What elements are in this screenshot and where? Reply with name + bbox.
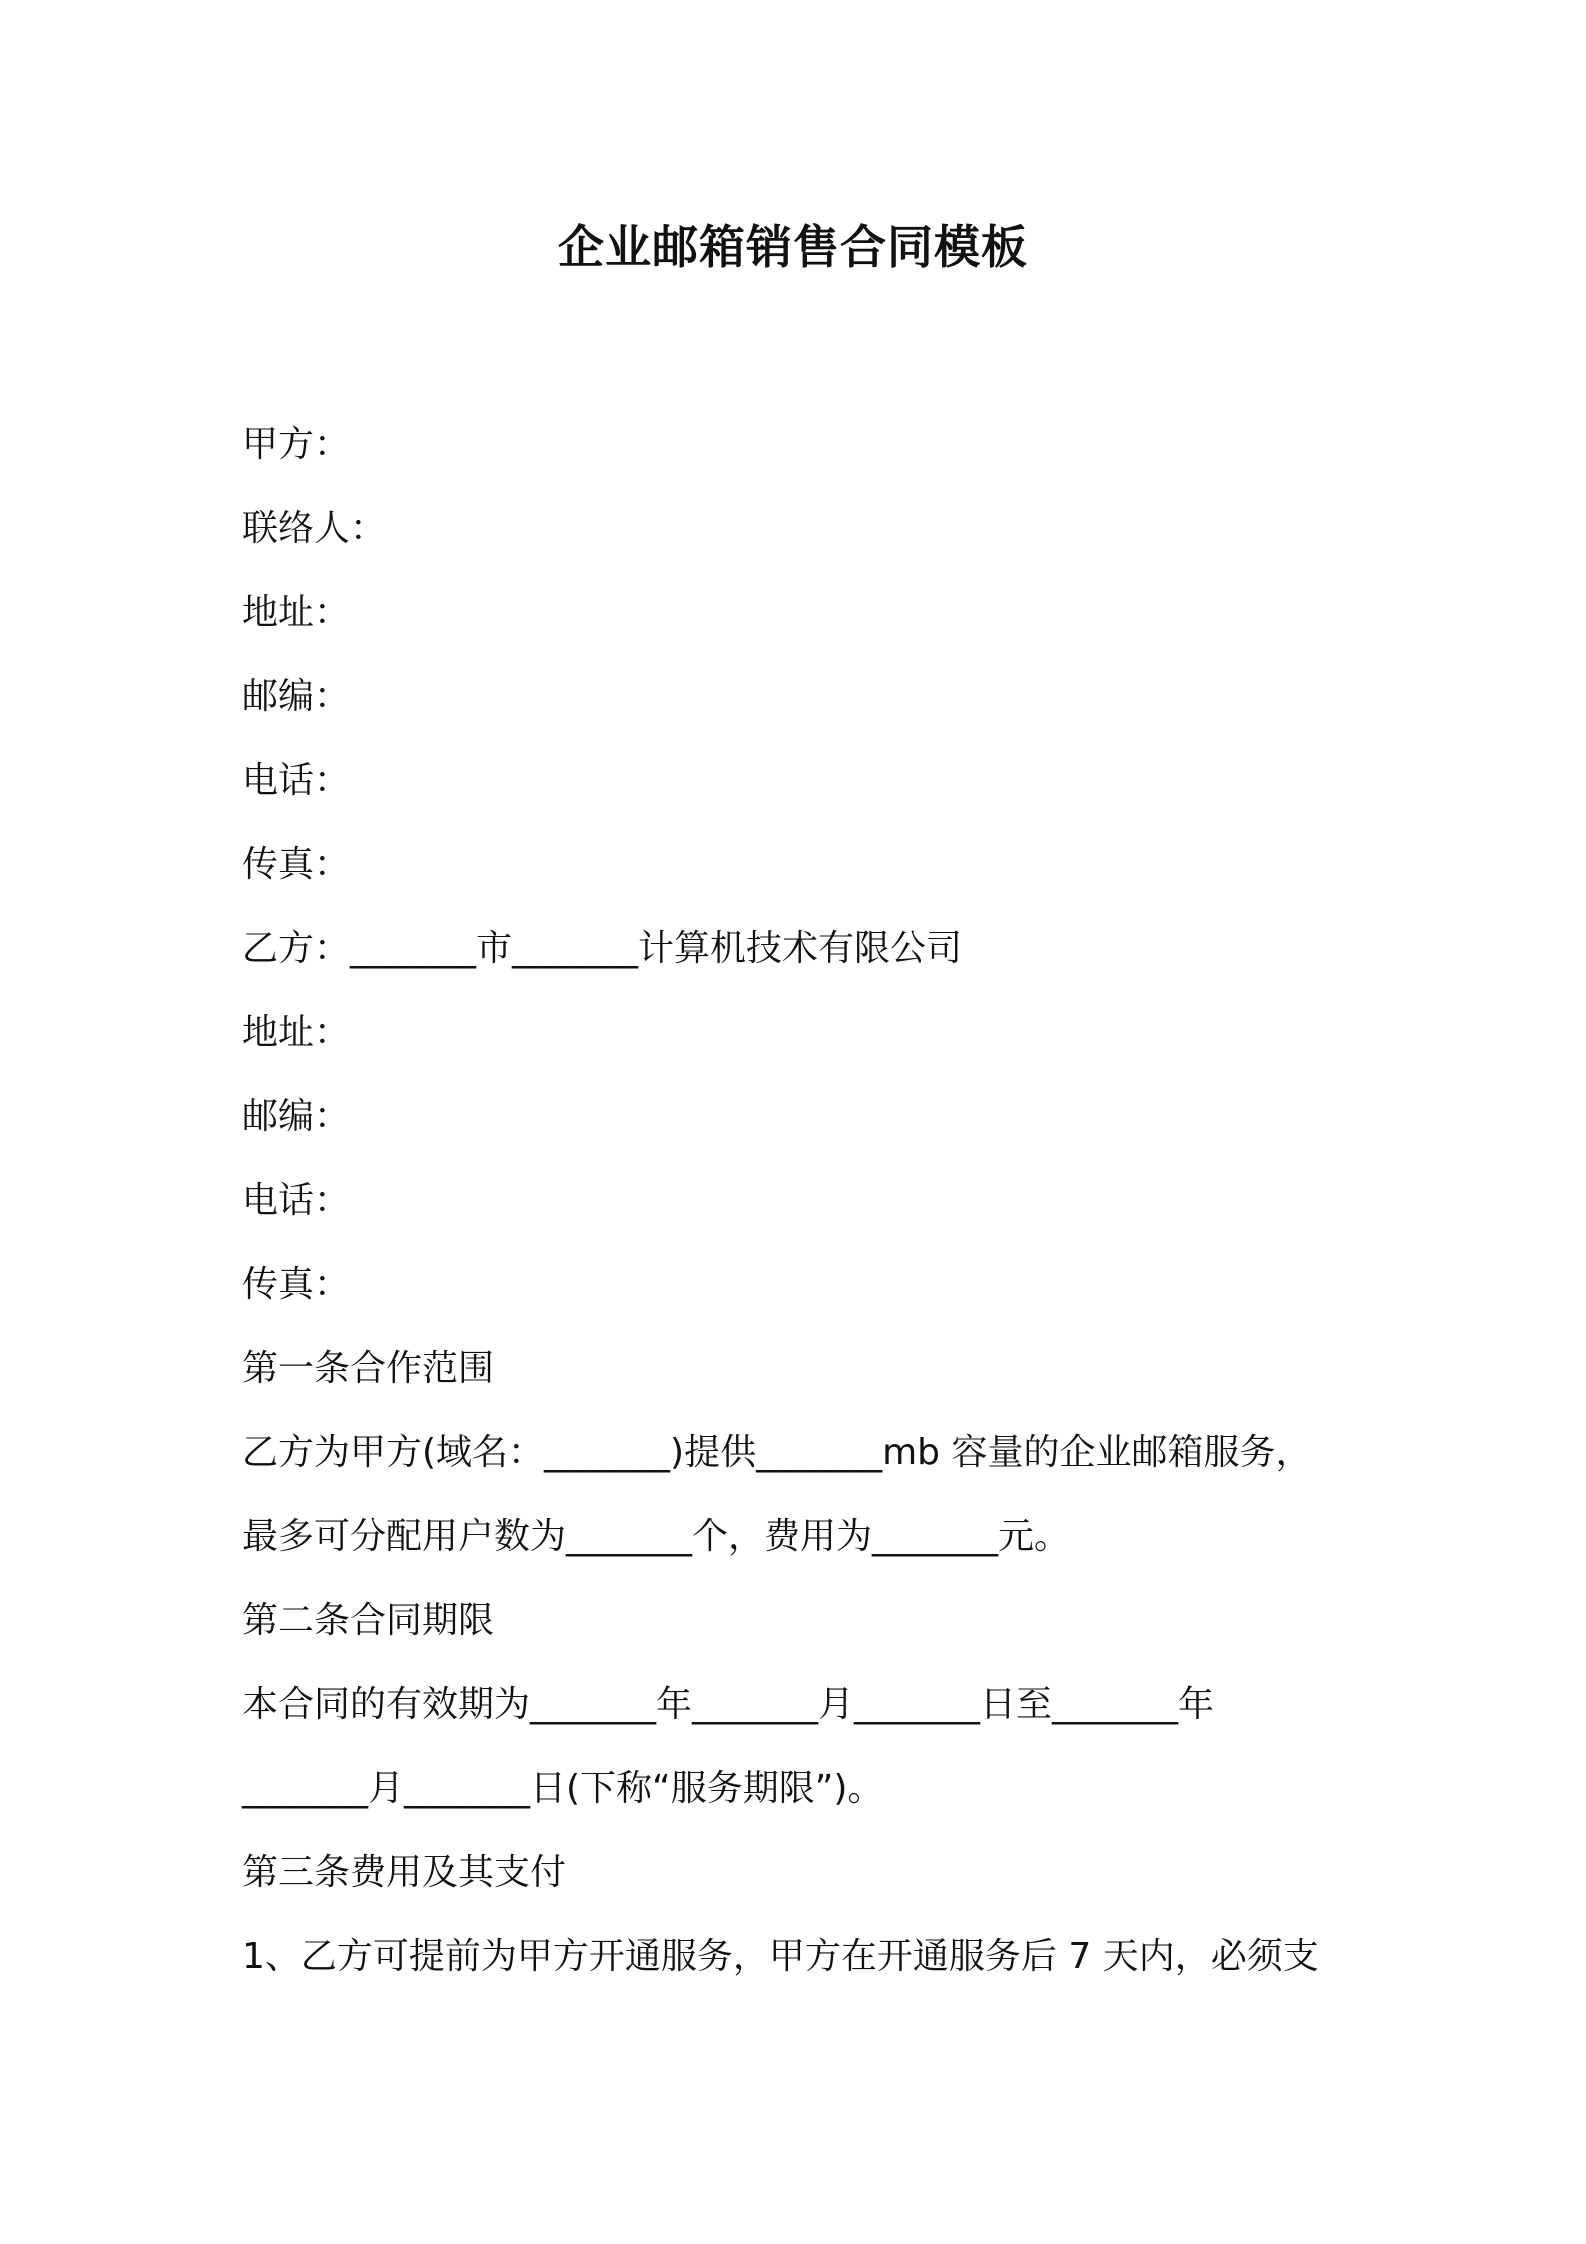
party-b-postcode-label: 邮编：: [242, 1096, 351, 1137]
party-a-phone-label: 电话：: [242, 760, 351, 801]
article-3-heading: 第三条费用及其支付: [242, 1852, 567, 1893]
party-b-fax-label: 传真：: [242, 1264, 351, 1305]
article-2-heading: 第二条合同期限: [242, 1600, 495, 1641]
article-1-heading: 第一条合作范围: [242, 1348, 495, 1389]
party-b-phone-label: 电话：: [242, 1180, 351, 1221]
party-a-label: 甲方：: [242, 424, 351, 465]
party-a-address-label: 地址：: [242, 592, 351, 633]
article-1-text-line-1: 乙方为甲方(域名：_______)提供_______mb 容量的企业邮箱服务，: [242, 1432, 1312, 1473]
party-a-contact-label: 联络人：: [242, 508, 387, 549]
article-3-clause-1-line-1: 1、乙方可提前为甲方开通服务，甲方在开通服务后 7 天内，必须支: [242, 1936, 1319, 1977]
article-2-text-line-2: _______月_______日(下称“服务期限”)。: [242, 1768, 884, 1809]
party-b-address-label: 地址：: [242, 1012, 351, 1053]
document-body: [242, 403, 1387, 1999]
document-title: 企业邮箱销售合同模板: [558, 220, 1028, 274]
party-a-fax-label: 传真：: [242, 844, 351, 885]
article-1-text-line-2: 最多可分配用户数为_______个，费用为_______元。: [242, 1516, 1071, 1557]
party-b-line: 乙方：_______市_______计算机技术有限公司: [242, 928, 963, 969]
article-2-text-line-1: 本合同的有效期为_______年_______月_______日至_______年: [242, 1684, 1215, 1725]
party-a-postcode-label: 邮编：: [242, 676, 351, 717]
